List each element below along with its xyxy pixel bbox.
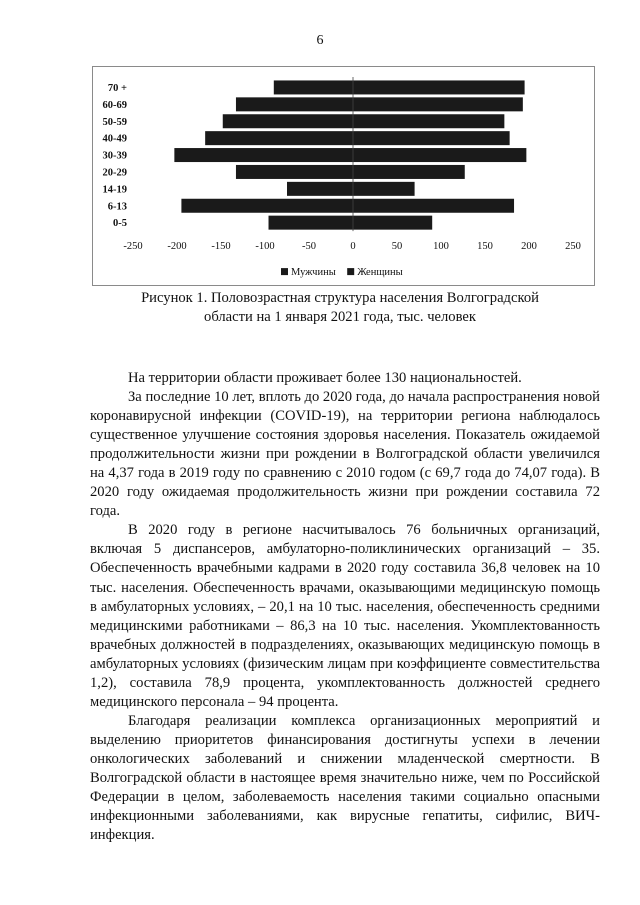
bar-male [181, 199, 353, 213]
legend-swatch-female [347, 268, 354, 275]
figure-caption [110, 289, 570, 327]
x-tick-label: -100 [255, 241, 275, 253]
bar-male [236, 165, 353, 179]
legend-swatch-male [281, 268, 288, 275]
paragraph-2: За последние 10 лет, вплоть до 2020 года, до начала распространения новой коронавирусной инфекции (COVID-19), на территории региона наблюдалось существенное улучшение состояния здоровья населения. Показатель ожидаемой продолжительности жизни при рождении в Волгоградской области увеличился на 4,37 года в 2019 году по сравнению с 2010 годом (с 69,7 года до 74,07 года). В 2020 году ожидаемая продолжительность жизни при рождении составила 72 года. [90, 389, 600, 520]
caption-line-2: области на 1 января 2021 года, тыс. человек [204, 309, 476, 325]
pyramid-svg [93, 67, 594, 285]
bar-male [205, 131, 353, 145]
paragraph-3: В 2020 году в регионе насчитывалось 76 больничных организаций, включая 5 диспансеров, амбулаторно-поликлинических организаций – 35. Обеспеченность врачебными кадрами в 2020 году составила 36,8 человек на 10 тыс. населения. Обеспеченность врачами, оказывающими медицинскую помощь в амбулаторных условиях, – 20,1 на 10 тыс. населения, обеспеченность средними медицинскими работниками – 86,3 на 10 тыс. населения. Укомплектованность врачебных должностей в подразделениях, оказывающих медицинскую помощь в амбулаторных условиях (физическим лицам при коэффициенте совместительства 1,2), составила 78,9 процента, укомплектованность должностей среднего медицинского персонала – 94 процента. [90, 522, 600, 710]
category-label: 40-49 [102, 133, 127, 145]
category-label: 50-59 [102, 116, 127, 128]
category-label: 20-29 [102, 167, 127, 179]
category-label: 14-19 [102, 184, 127, 196]
category-label: 30-39 [102, 150, 127, 162]
page-number: 6 [316, 33, 324, 48]
bar-male [236, 97, 353, 111]
bar-female [353, 80, 525, 94]
bar-female [353, 114, 504, 128]
bar-male [274, 80, 353, 94]
paragraph-4: Благодаря реализации комплекса организационных мероприятий и выделению приоритетов финансирования достигнуты успехи в лечении онкологических заболеваний и снижении младенческой смертности. В Волгоградской области в настоящее время значительно ниже, чем по Российской Федерации в целом, заболеваемость населения такими социально опасными инфекционными заболеваниями, как вирусные гепатиты, сифилис, ВИЧ-инфекция. [90, 712, 600, 844]
legend-label-male: Мужчины [291, 267, 336, 279]
x-tick-label: 100 [433, 241, 449, 253]
x-tick-label: -150 [211, 241, 231, 253]
bar-male [287, 182, 353, 196]
x-tick-label: -200 [167, 241, 187, 253]
x-tick-label: 0 [350, 241, 356, 253]
legend-label-female: Женщины [357, 267, 403, 279]
bar-female [353, 199, 514, 213]
category-label: 60-69 [102, 99, 127, 111]
bar-female [353, 216, 432, 230]
population-pyramid-chart [92, 66, 595, 286]
x-tick-label: -50 [302, 241, 316, 253]
caption-line-1: Рисунок 1. Половозрастная структура населения Волгоградской [141, 290, 539, 306]
bar-female [353, 165, 465, 179]
body-text [90, 369, 600, 845]
bar-female [353, 97, 523, 111]
bar-male [269, 216, 353, 230]
x-tick-label: -250 [123, 241, 143, 253]
bar-female [353, 131, 510, 145]
bar-female [353, 182, 415, 196]
category-label: 70 + [107, 82, 127, 94]
x-tick-label: 250 [565, 241, 581, 253]
x-tick-label: 150 [477, 241, 493, 253]
bar-female [353, 148, 526, 162]
x-tick-label: 200 [521, 241, 537, 253]
category-label: 6-13 [107, 201, 127, 213]
category-label: 0-5 [113, 218, 127, 230]
bar-male [223, 114, 353, 128]
bar-male [174, 148, 353, 162]
x-tick-label: 50 [391, 241, 403, 253]
paragraph-1: На территории области проживает более 130 национальностей. [128, 370, 522, 386]
